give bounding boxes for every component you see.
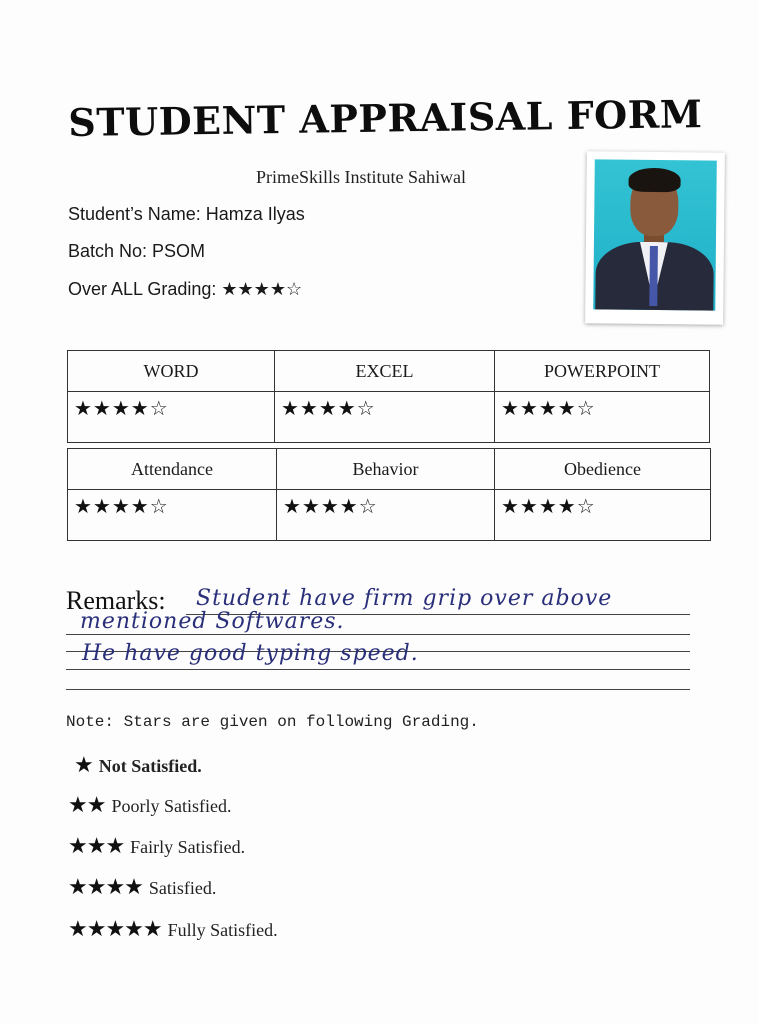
legend-label: Not Satisfied. — [98, 756, 202, 776]
legend-item — [74, 752, 202, 778]
skill-rating-powerpoint: ★★★★☆ — [495, 392, 710, 443]
student-photo — [585, 151, 725, 324]
legend-item — [68, 792, 231, 818]
legend-item — [68, 916, 278, 942]
conduct-rating-obedience: ★★★★☆ — [495, 490, 711, 541]
conduct-table — [67, 448, 711, 541]
remarks-line-2: mentioned Softwares. — [80, 609, 345, 634]
skill-rating-excel: ★★★★☆ — [275, 392, 495, 443]
conduct-rating-behavior: ★★★★☆ — [277, 490, 495, 541]
remarks-line-3: He have good typing speed. — [82, 641, 419, 666]
legend-label: Fairly Satisfied. — [130, 837, 246, 857]
skill-header-powerpoint: POWERPOINT — [495, 351, 710, 392]
legend-label: Fully Satisfied. — [167, 920, 278, 940]
remarks-label: Remarks: — [66, 586, 166, 615]
skill-header-excel: EXCEL — [275, 351, 495, 392]
remarks-rule-4 — [66, 669, 690, 670]
legend-label: Poorly Satisfied. — [111, 796, 232, 816]
conduct-rating-attendance: ★★★★☆ — [68, 490, 277, 541]
legend-stars: ★★ — [68, 792, 106, 817]
conduct-header-behavior: Behavior — [277, 449, 495, 490]
batch-number: Batch No: PSOM — [68, 241, 206, 261]
legend-stars: ★★★★ — [68, 874, 143, 899]
remarks-line-1: Student have firm grip over above — [196, 586, 613, 611]
skill-header-word: WORD — [68, 351, 275, 392]
conduct-header-attendance: Attendance — [68, 449, 277, 490]
legend-item — [68, 874, 216, 900]
conduct-header-obedience: Obedience — [495, 449, 711, 490]
remarks-rule-5 — [66, 689, 690, 690]
skills-table — [67, 350, 710, 443]
student-name: Student’s Name: Hamza Ilyas — [68, 204, 305, 224]
form-title: STUDENT APPRAISAL FORM — [68, 91, 703, 145]
legend-stars: ★★★★★ — [68, 916, 162, 941]
institute-name: PrimeSkills Institute Sahiwal — [256, 167, 466, 187]
legend-stars: ★ — [74, 752, 93, 777]
skill-rating-word: ★★★★☆ — [68, 392, 275, 443]
legend-stars: ★★★ — [68, 833, 125, 858]
grading-note: Note: Stars are given on following Grading. — [66, 713, 479, 731]
legend-item — [68, 833, 245, 859]
legend-label: Satisfied. — [148, 878, 217, 898]
overall-grading: Over ALL Grading: ★★★★☆ — [68, 279, 303, 299]
remarks-rule-2 — [66, 634, 690, 635]
